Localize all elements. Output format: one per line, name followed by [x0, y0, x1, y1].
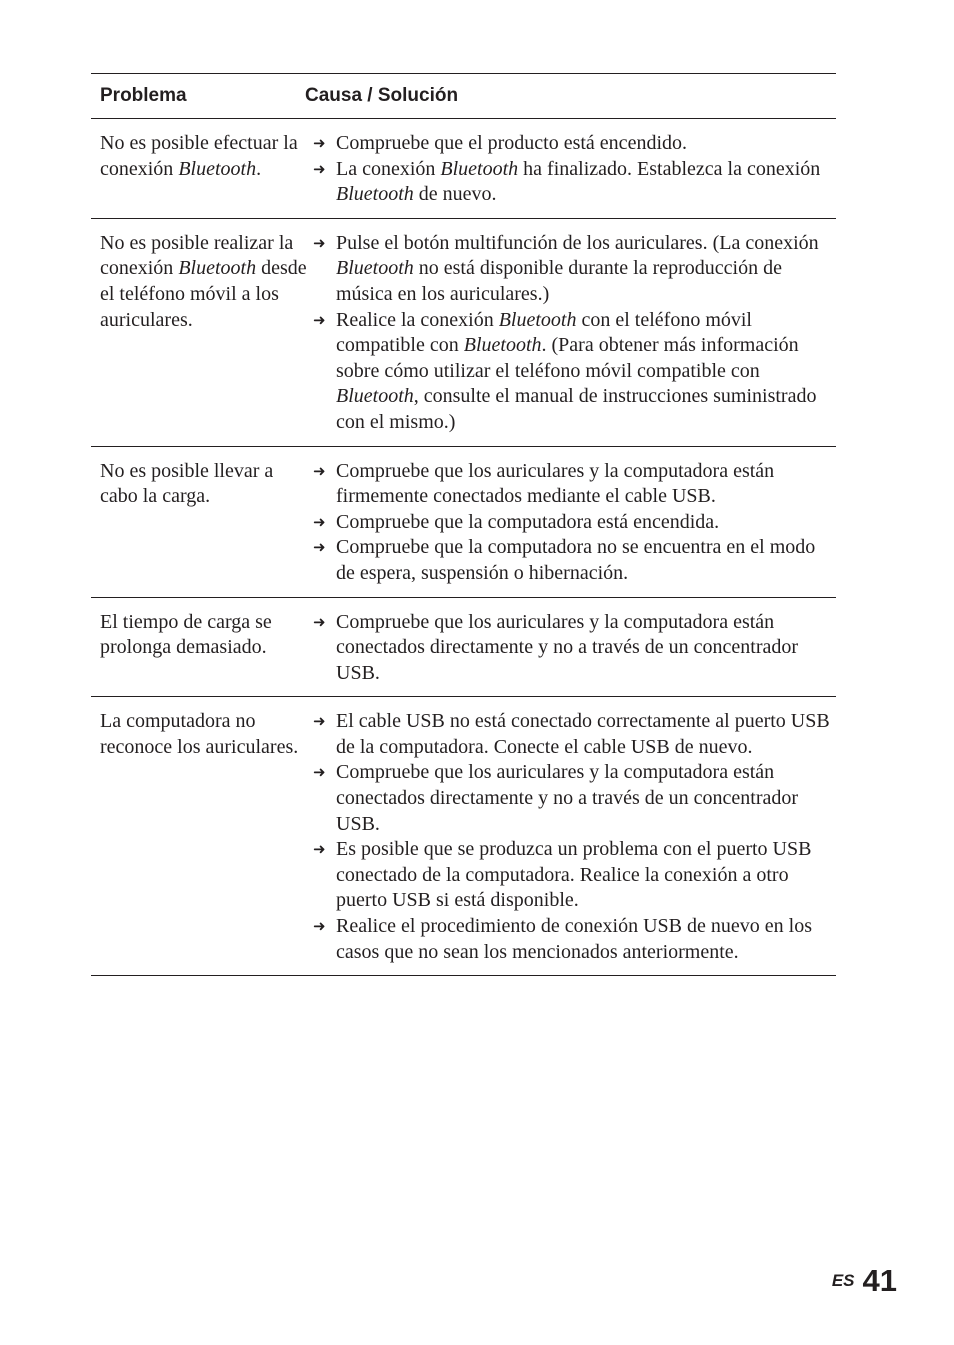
text-segment: Compruebe que los auriculares y la computadora están conectados directamente y no a través de un concentrador USB. — [336, 761, 799, 835]
text-segment: con el teléfono móvil compatible con — [336, 308, 752, 357]
header-solution: Causa / Solución — [305, 85, 459, 106]
solution-text — [336, 131, 836, 157]
solution-text — [336, 459, 836, 510]
text-segment: Realice el procedimiento de conexión USB de nuevo en los casos que no sean los mencionados anteriormente. — [336, 915, 812, 963]
solution-item — [313, 535, 836, 586]
solution-item — [313, 231, 836, 308]
solution-item — [313, 131, 836, 157]
troubleshooting-table — [91, 73, 836, 976]
text-segment: Compruebe que los auriculares y la computadora están firmemente conectados mediante el cable USB. — [336, 459, 775, 508]
arrow-right-icon: ➜ — [313, 310, 326, 329]
solution-cell — [313, 459, 836, 587]
arrow-right-icon: ➜ — [313, 712, 326, 731]
text-segment: no está disponible durante la reproducción de música en los auriculares.) — [336, 257, 782, 305]
solution-item — [313, 157, 836, 208]
italic-term: Bluetooth — [336, 385, 414, 408]
solution-cell — [313, 610, 836, 687]
text-segment: desde el teléfono móvil a los auriculares. — [100, 257, 307, 331]
solution-item — [313, 610, 836, 687]
text-segment: No es posible llevar a cabo la carga. — [100, 459, 274, 508]
table-row — [91, 697, 836, 976]
solution-text — [336, 837, 836, 914]
text-segment: No es posible efectuar la conexión — [100, 132, 298, 180]
page-footer — [832, 1263, 897, 1299]
text-segment: No es posible realizar la conexión — [100, 231, 294, 280]
solution-text — [336, 535, 836, 586]
text-segment: La computadora no reconoce los auriculares. — [100, 710, 299, 758]
text-segment: Compruebe que la computadora no se encuentra en el modo de espera, suspensión o hibernación. — [336, 536, 816, 584]
arrow-right-icon: ➜ — [313, 538, 326, 557]
italic-term: Bluetooth — [463, 334, 542, 357]
text-segment: ha finalizado. Establezca la conexión — [518, 157, 821, 180]
problem-cell — [91, 610, 313, 687]
solution-text — [336, 308, 836, 436]
solution-text — [336, 157, 836, 208]
table-header — [91, 74, 836, 119]
arrow-right-icon: ➜ — [313, 840, 326, 859]
arrow-right-icon: ➜ — [313, 134, 326, 152]
solution-item — [313, 510, 836, 536]
text-segment: Pulse el botón multifunción de los auriculares. (La conexión — [336, 231, 819, 254]
arrow-right-icon: ➜ — [313, 612, 326, 631]
page-number: 41 — [862, 1263, 897, 1298]
text-segment: Compruebe que los auriculares y la computadora están conectados directamente y no a través de un concentrador USB. — [336, 610, 799, 684]
arrow-right-icon: ➜ — [313, 461, 326, 480]
header-problem: Problema — [100, 85, 187, 106]
solution-text — [336, 510, 836, 536]
italic-term: Bluetooth — [178, 257, 257, 280]
italic-term: Bluetooth — [336, 183, 414, 206]
text-segment: La conexión — [336, 157, 441, 180]
text-segment: Es posible que se produzca un problema con el puerto USB conectado de la computadora. Realice la conexión a otro puerto USB si está disponible. — [336, 838, 812, 912]
problem-cell — [91, 131, 313, 208]
problem-cell — [91, 459, 313, 587]
solution-item — [313, 837, 836, 914]
solution-cell — [313, 231, 836, 436]
solution-text — [336, 709, 836, 760]
language-code: ES — [831, 1271, 855, 1290]
table-row — [91, 598, 836, 698]
solution-item — [313, 760, 836, 837]
text-segment: Compruebe que el producto está encendido. — [336, 132, 687, 154]
solution-item — [313, 308, 836, 436]
table-row — [91, 447, 836, 598]
arrow-right-icon: ➜ — [313, 233, 326, 252]
arrow-right-icon: ➜ — [313, 159, 326, 178]
text-segment: Compruebe que la computadora está encendida. — [336, 510, 720, 533]
italic-term: Bluetooth — [440, 157, 519, 180]
solution-item — [313, 459, 836, 510]
table-row — [91, 119, 836, 219]
solution-text — [336, 760, 836, 837]
text-segment: , consulte el manual de instrucciones suministrado con el mismo.) — [336, 385, 817, 433]
problem-cell — [91, 709, 313, 965]
solution-cell — [313, 131, 836, 208]
arrow-right-icon: ➜ — [313, 512, 326, 531]
table-row — [91, 219, 836, 447]
italic-term: Bluetooth — [178, 157, 257, 180]
solution-item — [313, 914, 836, 965]
text-segment: El cable USB no está conectado correctamente al puerto USB de la computadora. Conecte el cable USB de nuevo. — [336, 710, 830, 758]
italic-term: Bluetooth — [336, 257, 414, 280]
problem-cell — [91, 231, 313, 436]
text-segment: Realice la conexión — [336, 308, 499, 331]
arrow-right-icon: ➜ — [313, 763, 326, 782]
arrow-right-icon: ➜ — [313, 917, 326, 936]
solution-item — [313, 709, 836, 760]
solution-text — [336, 610, 836, 687]
solution-text — [336, 231, 836, 308]
text-segment: . (Para obtener más información sobre cómo utilizar el teléfono móvil compatible con — [336, 334, 799, 382]
text-segment: El tiempo de carga se prolonga demasiado. — [100, 610, 272, 659]
text-segment: de nuevo. — [413, 183, 497, 206]
text-segment: . — [256, 157, 262, 180]
solution-text — [336, 914, 836, 965]
solution-cell — [313, 709, 836, 965]
italic-term: Bluetooth — [498, 308, 577, 331]
